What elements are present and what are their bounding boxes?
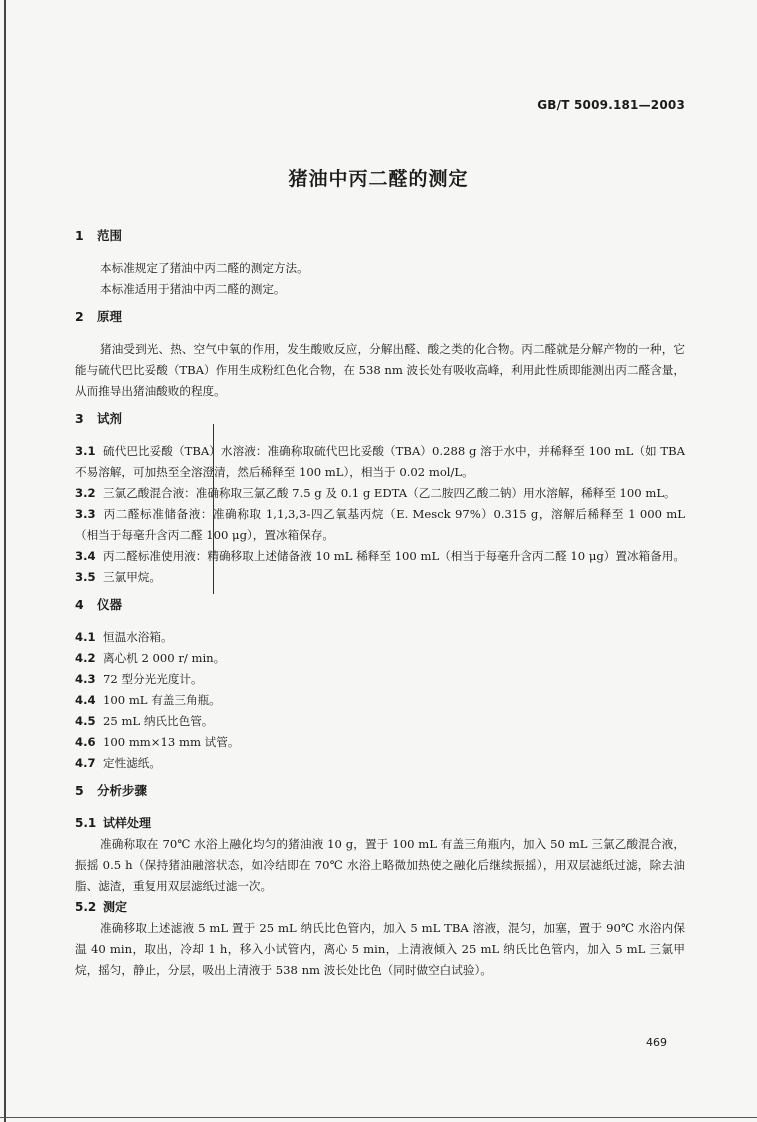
standard-number: GB/T 5009.181—2003 (537, 98, 685, 112)
document-body (75, 228, 685, 981)
list-item: 3.2 三氯乙酸混合液：准确称取三氯乙酸 7.5 g 及 0.1 g EDTA（乙二胺四乙酸二钠）用水溶解，稀释至 100 mL。 (75, 486, 676, 500)
list-item: 3.4 丙二醛标准使用液：精确移取上述储备液 10 mL 稀释至 100 mL（相当于每毫升含丙二醛 10 μg）置冰箱备用。 (75, 549, 685, 563)
list-item: 4.3 72 型分光光度计。 (75, 672, 203, 686)
section-heading: 5 分析步骤 (75, 783, 148, 798)
paragraph: 本标准规定了猪油中丙二醛的测定方法。 (100, 261, 309, 275)
section-instruments (75, 597, 685, 774)
list-item: 4.1 恒温水浴箱。 (75, 630, 173, 644)
section-procedure (75, 783, 685, 981)
paragraph: 猪油受到光、热、空气中氧的作用，发生酸败反应，分解出醛、酸之类的化合物。丙二醛就是分解产物的一种，它能与硫代巴比妥酸（TBA）作用生成粉红色化合物，在 538 nm 波长处有吸收高峰，利用此性质即能测出丙二醛含量，从而推导出猪油酸败的程度。 (75, 342, 685, 398)
section-heading: 3 试剂 (75, 411, 123, 426)
list-item: 3.1 硫代巴比妥酸（TBA）水溶液：准确称取硫代巴比妥酸（TBA）0.288 g 溶于水中，并稀释至 100 mL（如 TBA 不易溶解，可加热至全溶澄清，然后稀释至 100 mL），相当于 0.02 mol/L。 (75, 444, 685, 479)
paragraph: 准确移取上述滤液 5 mL 置于 25 mL 纳氏比色管内，加入 5 mL TBA 溶液，混匀，加塞，置于 90℃ 水浴内保温 40 min，取出，冷却 1 h，移入小试管内，离心 5 min，上清液倾入 25 mL 纳氏比色管内，加入 5 mL 三氯甲烷，摇匀，静止，分层，吸出上清液于 538 nm 波长处比色（同时做空白试验）。 (75, 921, 685, 977)
section-heading: 1 范围 (75, 228, 123, 243)
subsection-heading: 5.2 测定 (75, 900, 128, 914)
paragraph: 本标准适用于猪油中丙二醛的测定。 (100, 282, 286, 296)
list-item: 3.3 丙二醛标准储备液：准确称取 1,1,3,3-四乙氧基丙烷（E. Mesck 97%）0.315 g，溶解后稀释至 1 000 mL（相当于每毫升含丙二醛 100 μg），置冰箱保存。 (75, 507, 685, 542)
document-title: 猪油中丙二醛的测定 (288, 168, 469, 190)
list-item: 3.5 三氯甲烷。 (75, 570, 161, 584)
section-scope (75, 228, 685, 300)
list-item: 4.5 25 mL 纳氏比色管。 (75, 714, 214, 728)
page-bottom-rule (0, 1117, 757, 1118)
paragraph: 准确称取在 70℃ 水浴上融化均匀的猪油液 10 g，置于 100 mL 有盖三角瓶内，加入 50 mL 三氯乙酸混合液，振摇 0.5 h（保持猪油融溶状态，如冷结即在 70℃ 水浴上略微加热使之融化后继续振摇），用双层滤纸过滤，除去油脂、滤渣，重复用双层滤纸过滤一次。 (75, 837, 685, 893)
page-number: 469 (646, 1036, 667, 1049)
list-item: 4.2 离心机 2 000 r/ min。 (75, 651, 226, 665)
list-item: 4.6 100 mm×13 mm 试管。 (75, 735, 240, 749)
subsection-heading: 5.1 试样处理 (75, 816, 152, 830)
section-reagents (75, 411, 685, 588)
list-item: 4.7 定性滤纸。 (75, 756, 161, 770)
section-heading: 2 原理 (75, 309, 123, 324)
list-item: 4.4 100 mL 有盖三角瓶。 (75, 693, 221, 707)
section-principle (75, 309, 685, 402)
section-heading: 4 仪器 (75, 597, 123, 612)
